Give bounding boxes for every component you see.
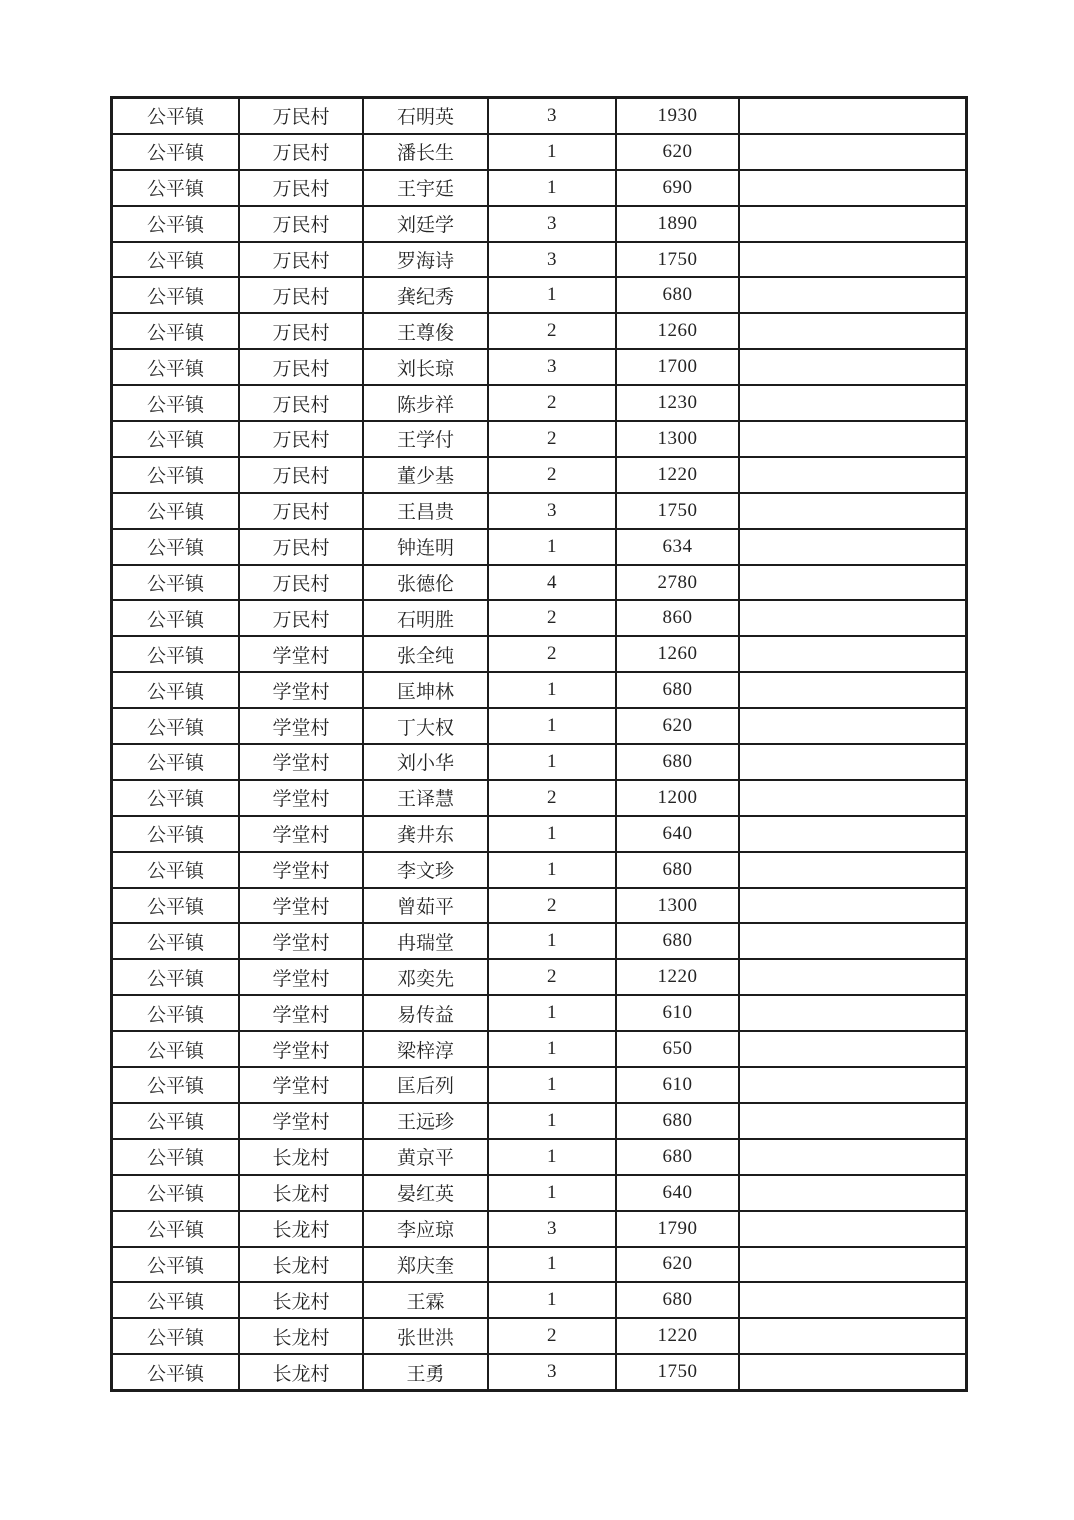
village-cell: 长龙村 [239, 1354, 363, 1390]
note-cell [739, 206, 966, 242]
village-cell: 学堂村 [239, 672, 363, 708]
note-cell [739, 1318, 966, 1354]
village-cell: 万民村 [239, 493, 363, 529]
amount-cell: 610 [616, 995, 739, 1031]
village-cell: 万民村 [239, 242, 363, 278]
count-cell: 1 [488, 1175, 616, 1211]
amount-cell: 1230 [616, 385, 739, 421]
note-cell [739, 1247, 966, 1283]
name-cell: 王尊俊 [363, 313, 488, 349]
name-cell: 张全纯 [363, 636, 488, 672]
town-cell: 公平镇 [112, 708, 239, 744]
town-cell: 公平镇 [112, 672, 239, 708]
name-cell: 刘廷学 [363, 206, 488, 242]
amount-cell: 1750 [616, 1354, 739, 1390]
amount-cell: 680 [616, 852, 739, 888]
amount-cell: 680 [616, 1103, 739, 1139]
name-cell: 龚井东 [363, 816, 488, 852]
note-cell [739, 1211, 966, 1247]
amount-cell: 690 [616, 170, 739, 206]
village-cell: 学堂村 [239, 995, 363, 1031]
town-cell: 公平镇 [112, 1354, 239, 1390]
count-cell: 1 [488, 672, 616, 708]
count-cell: 1 [488, 277, 616, 313]
name-cell: 钟连明 [363, 529, 488, 565]
table-row [112, 98, 966, 134]
village-cell: 万民村 [239, 134, 363, 170]
name-cell: 陈步祥 [363, 385, 488, 421]
amount-cell: 1300 [616, 421, 739, 457]
count-cell: 2 [488, 421, 616, 457]
table-row [112, 313, 966, 349]
name-cell: 易传益 [363, 995, 488, 1031]
table-row [112, 457, 966, 493]
name-cell: 匡坤林 [363, 672, 488, 708]
town-cell: 公平镇 [112, 493, 239, 529]
amount-cell: 620 [616, 134, 739, 170]
village-cell: 长龙村 [239, 1318, 363, 1354]
table-row [112, 1067, 966, 1103]
village-cell: 学堂村 [239, 888, 363, 924]
town-cell: 公平镇 [112, 170, 239, 206]
count-cell: 2 [488, 1318, 616, 1354]
count-cell: 3 [488, 349, 616, 385]
note-cell [739, 134, 966, 170]
name-cell: 罗海诗 [363, 242, 488, 278]
amount-cell: 610 [616, 1067, 739, 1103]
table-row [112, 888, 966, 924]
town-cell: 公平镇 [112, 277, 239, 313]
count-cell: 1 [488, 923, 616, 959]
note-cell [739, 457, 966, 493]
note-cell [739, 565, 966, 601]
name-cell: 张德伦 [363, 565, 488, 601]
table-row [112, 852, 966, 888]
table-row [112, 206, 966, 242]
name-cell: 王昌贵 [363, 493, 488, 529]
note-cell [739, 600, 966, 636]
table-row [112, 672, 966, 708]
table-row [112, 421, 966, 457]
town-cell: 公平镇 [112, 1103, 239, 1139]
count-cell: 3 [488, 1354, 616, 1390]
village-cell: 长龙村 [239, 1211, 363, 1247]
town-cell: 公平镇 [112, 385, 239, 421]
count-cell: 2 [488, 780, 616, 816]
count-cell: 1 [488, 816, 616, 852]
village-cell: 万民村 [239, 457, 363, 493]
town-cell: 公平镇 [112, 636, 239, 672]
name-cell: 王霖 [363, 1282, 488, 1318]
town-cell: 公平镇 [112, 98, 239, 134]
amount-cell: 634 [616, 529, 739, 565]
amount-cell: 640 [616, 816, 739, 852]
amount-cell: 680 [616, 1282, 739, 1318]
count-cell: 3 [488, 98, 616, 134]
table-row [112, 1318, 966, 1354]
table-row [112, 995, 966, 1031]
name-cell: 王学付 [363, 421, 488, 457]
amount-cell: 1220 [616, 1318, 739, 1354]
town-cell: 公平镇 [112, 565, 239, 601]
table-row [112, 708, 966, 744]
name-cell: 龚纪秀 [363, 277, 488, 313]
name-cell: 丁大权 [363, 708, 488, 744]
name-cell: 刘长琼 [363, 349, 488, 385]
town-cell: 公平镇 [112, 457, 239, 493]
name-cell: 王勇 [363, 1354, 488, 1390]
name-cell: 王宇廷 [363, 170, 488, 206]
table-row [112, 134, 966, 170]
village-cell: 万民村 [239, 600, 363, 636]
name-cell: 冉瑞堂 [363, 923, 488, 959]
village-cell: 万民村 [239, 421, 363, 457]
town-cell: 公平镇 [112, 852, 239, 888]
count-cell: 1 [488, 134, 616, 170]
note-cell [739, 1354, 966, 1390]
note-cell [739, 995, 966, 1031]
note-cell [739, 852, 966, 888]
village-cell: 学堂村 [239, 1103, 363, 1139]
note-cell [739, 493, 966, 529]
village-cell: 万民村 [239, 206, 363, 242]
amount-cell: 1750 [616, 493, 739, 529]
amount-cell: 2780 [616, 565, 739, 601]
amount-cell: 1200 [616, 780, 739, 816]
note-cell [739, 385, 966, 421]
name-cell: 梁梓淳 [363, 1031, 488, 1067]
amount-cell: 680 [616, 1139, 739, 1175]
amount-cell: 680 [616, 277, 739, 313]
town-cell: 公平镇 [112, 313, 239, 349]
note-cell [739, 959, 966, 995]
note-cell [739, 672, 966, 708]
name-cell: 曾茹平 [363, 888, 488, 924]
name-cell: 潘长生 [363, 134, 488, 170]
name-cell: 黄京平 [363, 1139, 488, 1175]
table-row [112, 349, 966, 385]
note-cell [739, 780, 966, 816]
name-cell: 匡后列 [363, 1067, 488, 1103]
amount-cell: 1700 [616, 349, 739, 385]
name-cell: 石明英 [363, 98, 488, 134]
town-cell: 公平镇 [112, 1211, 239, 1247]
note-cell [739, 421, 966, 457]
note-cell [739, 349, 966, 385]
amount-cell: 1220 [616, 457, 739, 493]
village-cell: 学堂村 [239, 636, 363, 672]
name-cell: 董少基 [363, 457, 488, 493]
town-cell: 公平镇 [112, 1175, 239, 1211]
village-cell: 学堂村 [239, 816, 363, 852]
note-cell [739, 816, 966, 852]
village-cell: 学堂村 [239, 708, 363, 744]
table-row [112, 1282, 966, 1318]
table-row [112, 1031, 966, 1067]
amount-cell: 1750 [616, 242, 739, 278]
note-cell [739, 708, 966, 744]
note-cell [739, 1175, 966, 1211]
town-cell: 公平镇 [112, 1247, 239, 1283]
subsidy-table [110, 96, 968, 1392]
note-cell [739, 888, 966, 924]
town-cell: 公平镇 [112, 959, 239, 995]
table-row [112, 923, 966, 959]
table-row [112, 493, 966, 529]
amount-cell: 1930 [616, 98, 739, 134]
name-cell: 王译慧 [363, 780, 488, 816]
note-cell [739, 170, 966, 206]
village-cell: 万民村 [239, 170, 363, 206]
count-cell: 2 [488, 888, 616, 924]
table-row [112, 744, 966, 780]
note-cell [739, 636, 966, 672]
town-cell: 公平镇 [112, 995, 239, 1031]
note-cell [739, 242, 966, 278]
table-row [112, 1175, 966, 1211]
count-cell: 1 [488, 1282, 616, 1318]
table-row [112, 1354, 966, 1390]
count-cell: 1 [488, 708, 616, 744]
town-cell: 公平镇 [112, 600, 239, 636]
amount-cell: 1300 [616, 888, 739, 924]
table-row [112, 565, 966, 601]
town-cell: 公平镇 [112, 888, 239, 924]
town-cell: 公平镇 [112, 349, 239, 385]
village-cell: 长龙村 [239, 1139, 363, 1175]
note-cell [739, 98, 966, 134]
amount-cell: 1260 [616, 313, 739, 349]
town-cell: 公平镇 [112, 1067, 239, 1103]
note-cell [739, 1067, 966, 1103]
note-cell [739, 277, 966, 313]
amount-cell: 1260 [616, 636, 739, 672]
note-cell [739, 1031, 966, 1067]
village-cell: 学堂村 [239, 1031, 363, 1067]
count-cell: 1 [488, 1067, 616, 1103]
count-cell: 1 [488, 995, 616, 1031]
amount-cell: 680 [616, 672, 739, 708]
amount-cell: 650 [616, 1031, 739, 1067]
note-cell [739, 529, 966, 565]
town-cell: 公平镇 [112, 1318, 239, 1354]
name-cell: 石明胜 [363, 600, 488, 636]
count-cell: 4 [488, 565, 616, 601]
count-cell: 1 [488, 1247, 616, 1283]
town-cell: 公平镇 [112, 780, 239, 816]
village-cell: 长龙村 [239, 1282, 363, 1318]
name-cell: 李应琼 [363, 1211, 488, 1247]
note-cell [739, 744, 966, 780]
table-row [112, 1139, 966, 1175]
name-cell: 王远珍 [363, 1103, 488, 1139]
town-cell: 公平镇 [112, 242, 239, 278]
table-row [112, 170, 966, 206]
amount-cell: 620 [616, 1247, 739, 1283]
village-cell: 学堂村 [239, 923, 363, 959]
amount-cell: 1890 [616, 206, 739, 242]
count-cell: 1 [488, 170, 616, 206]
note-cell [739, 1103, 966, 1139]
count-cell: 1 [488, 744, 616, 780]
village-cell: 万民村 [239, 313, 363, 349]
count-cell: 3 [488, 242, 616, 278]
town-cell: 公平镇 [112, 134, 239, 170]
table-row [112, 780, 966, 816]
count-cell: 1 [488, 852, 616, 888]
name-cell: 李文珍 [363, 852, 488, 888]
table-row [112, 242, 966, 278]
village-cell: 万民村 [239, 529, 363, 565]
amount-cell: 1790 [616, 1211, 739, 1247]
village-cell: 万民村 [239, 277, 363, 313]
name-cell: 刘小华 [363, 744, 488, 780]
note-cell [739, 313, 966, 349]
name-cell: 晏红英 [363, 1175, 488, 1211]
table-row [112, 385, 966, 421]
count-cell: 3 [488, 493, 616, 529]
table-row [112, 636, 966, 672]
town-cell: 公平镇 [112, 923, 239, 959]
table-row [112, 1211, 966, 1247]
amount-cell: 860 [616, 600, 739, 636]
amount-cell: 1220 [616, 959, 739, 995]
name-cell: 邓奕先 [363, 959, 488, 995]
amount-cell: 680 [616, 744, 739, 780]
village-cell: 学堂村 [239, 744, 363, 780]
count-cell: 1 [488, 1031, 616, 1067]
village-cell: 万民村 [239, 349, 363, 385]
count-cell: 3 [488, 206, 616, 242]
amount-cell: 620 [616, 708, 739, 744]
count-cell: 1 [488, 1103, 616, 1139]
town-cell: 公平镇 [112, 1139, 239, 1175]
table-row [112, 959, 966, 995]
town-cell: 公平镇 [112, 816, 239, 852]
town-cell: 公平镇 [112, 1282, 239, 1318]
count-cell: 1 [488, 529, 616, 565]
town-cell: 公平镇 [112, 744, 239, 780]
town-cell: 公平镇 [112, 206, 239, 242]
count-cell: 2 [488, 600, 616, 636]
village-cell: 长龙村 [239, 1175, 363, 1211]
table-row [112, 277, 966, 313]
village-cell: 长龙村 [239, 1247, 363, 1283]
name-cell: 郑庆奎 [363, 1247, 488, 1283]
town-cell: 公平镇 [112, 529, 239, 565]
count-cell: 2 [488, 959, 616, 995]
count-cell: 2 [488, 457, 616, 493]
village-cell: 学堂村 [239, 1067, 363, 1103]
village-cell: 学堂村 [239, 959, 363, 995]
village-cell: 学堂村 [239, 780, 363, 816]
table-row [112, 816, 966, 852]
table-row [112, 1103, 966, 1139]
count-cell: 2 [488, 636, 616, 672]
note-cell [739, 1139, 966, 1175]
count-cell: 2 [488, 313, 616, 349]
table-row [112, 600, 966, 636]
amount-cell: 640 [616, 1175, 739, 1211]
village-cell: 万民村 [239, 565, 363, 601]
name-cell: 张世洪 [363, 1318, 488, 1354]
count-cell: 1 [488, 1139, 616, 1175]
village-cell: 万民村 [239, 385, 363, 421]
village-cell: 学堂村 [239, 852, 363, 888]
town-cell: 公平镇 [112, 1031, 239, 1067]
note-cell [739, 1282, 966, 1318]
town-cell: 公平镇 [112, 421, 239, 457]
table-row [112, 1247, 966, 1283]
note-cell [739, 923, 966, 959]
village-cell: 万民村 [239, 98, 363, 134]
count-cell: 3 [488, 1211, 616, 1247]
amount-cell: 680 [616, 923, 739, 959]
count-cell: 2 [488, 385, 616, 421]
table-body [112, 98, 966, 1390]
table-row [112, 529, 966, 565]
